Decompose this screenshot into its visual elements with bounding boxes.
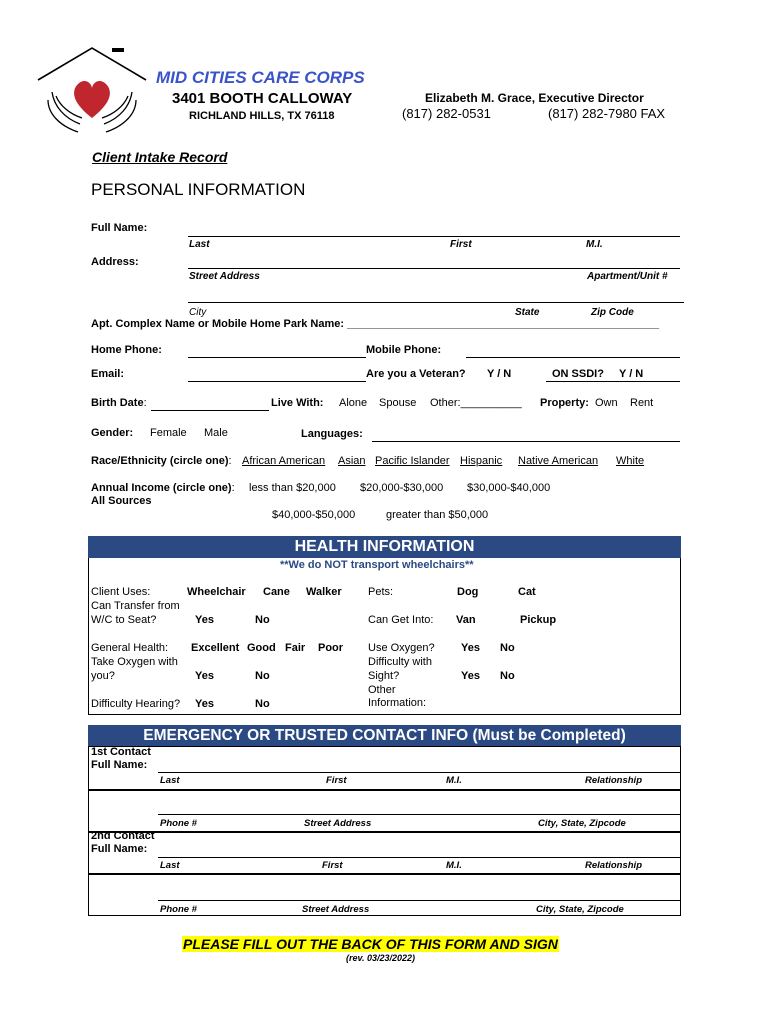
- income-label-text: Annual Income (circle one): [91, 482, 232, 494]
- race-asian[interactable]: Asian: [338, 455, 366, 467]
- personal-heading: PERSONAL INFORMATION: [91, 180, 306, 199]
- other-info-label-1: Other: [368, 684, 396, 696]
- c1-street: Street Address: [304, 818, 372, 829]
- state-caption: State: [515, 307, 540, 318]
- contact1-name-field[interactable]: [158, 772, 680, 773]
- use-oxygen-label: Use Oxygen?: [368, 642, 435, 654]
- income-4[interactable]: $40,000-$50,000: [272, 509, 356, 521]
- hearing-no[interactable]: No: [255, 698, 270, 710]
- birth-text: Birth Date: [91, 397, 144, 409]
- c1-phone: Phone #: [160, 818, 197, 829]
- address-line1: 3401 BOOTH CALLOWAY: [172, 90, 353, 107]
- health-right-border: [680, 558, 681, 714]
- income-label: [91, 482, 235, 494]
- health-fair[interactable]: Fair: [285, 642, 306, 654]
- c1-relationship: Relationship: [585, 775, 643, 786]
- can-get-into-label: Can Get Into:: [368, 614, 434, 626]
- birth-field[interactable]: [151, 410, 269, 411]
- apt-caption: Apartment/Unit #: [587, 271, 668, 282]
- race-pacific-islander[interactable]: Pacific Islander: [375, 455, 450, 467]
- c1-mi: M.I.: [446, 775, 462, 786]
- health-heading-bar: [88, 536, 681, 558]
- birth-colon: :: [143, 397, 147, 409]
- race-african-american[interactable]: African American: [242, 455, 326, 467]
- transfer-label-2: W/C to Seat?: [91, 614, 157, 626]
- fax: (817) 282-7980 FAX: [548, 106, 666, 121]
- c1-first: First: [326, 775, 347, 786]
- last-caption: Last: [189, 239, 210, 250]
- sight-label-1: Difficulty with: [368, 656, 432, 668]
- logo: [34, 40, 164, 140]
- take-oxygen-label-1: Take Oxygen with: [91, 656, 178, 668]
- race-native-american[interactable]: Native American: [518, 455, 599, 467]
- c2-first: First: [322, 860, 343, 871]
- uses-cane[interactable]: Cane: [263, 586, 290, 598]
- full-name-field[interactable]: [188, 236, 680, 237]
- city-caption: City: [189, 307, 207, 318]
- property-label: Property:: [540, 397, 589, 409]
- get-into-pickup[interactable]: Pickup: [520, 614, 557, 626]
- live-alone[interactable]: Alone: [339, 397, 368, 409]
- contact1-address-field[interactable]: [158, 814, 680, 815]
- c2-relationship: Relationship: [585, 860, 643, 871]
- race-hispanic[interactable]: Hispanic: [460, 455, 503, 467]
- zip-caption: Zip Code: [591, 307, 634, 318]
- health-bottom-border: [88, 714, 681, 715]
- property-own[interactable]: Own: [595, 397, 618, 409]
- get-into-van[interactable]: Van: [456, 614, 476, 626]
- take-oxygen-label-2: you?: [91, 670, 115, 682]
- gender-male[interactable]: Male: [204, 427, 228, 439]
- oxygen-no[interactable]: No: [500, 642, 515, 654]
- live-with-label: Live With:: [271, 397, 324, 409]
- transfer-no[interactable]: No: [255, 614, 270, 626]
- ssdi-yn[interactable]: Y / N: [619, 368, 644, 380]
- income-2[interactable]: $20,000-$30,000: [360, 482, 444, 494]
- city-field[interactable]: [188, 302, 684, 303]
- email-field[interactable]: [188, 381, 366, 382]
- c1-last: Last: [160, 775, 180, 786]
- c2-last: Last: [160, 860, 180, 871]
- gender-female[interactable]: Female: [150, 427, 187, 439]
- first-caption: First: [450, 239, 472, 250]
- client-uses-label: Client Uses:: [91, 586, 151, 598]
- pets-label: Pets:: [368, 586, 394, 598]
- veteran-yn[interactable]: Y / N: [487, 368, 512, 380]
- sight-no[interactable]: No: [500, 670, 515, 682]
- emergency-heading: EMERGENCY OR TRUSTED CONTACT INFO (Must be Completed): [143, 727, 626, 744]
- ssdi-label: ON SSDI?: [552, 368, 604, 380]
- home-phone-label: Home Phone:: [91, 344, 162, 356]
- sight-yes[interactable]: Yes: [461, 670, 480, 682]
- uses-wheelchair[interactable]: Wheelchair: [187, 586, 246, 598]
- mobile-phone-label: Mobile Phone:: [366, 344, 442, 356]
- address-label: Address:: [91, 256, 139, 268]
- contact2-name-field[interactable]: [158, 857, 680, 858]
- c1-city-state-zip: City, State, Zipcode: [538, 818, 626, 829]
- complex-label[interactable]: Apt. Complex Name or Mobile Home Park Name: ___________________________________________________: [91, 318, 660, 330]
- property-rent[interactable]: Rent: [630, 397, 654, 409]
- race-label-text: Race/Ethnicity (circle one): [91, 455, 229, 467]
- contact2-label: 2nd Contact: [91, 830, 155, 842]
- c2-mi: M.I.: [446, 860, 462, 871]
- race-white[interactable]: White: [616, 455, 645, 467]
- contact1-fullname-label: Full Name:: [91, 759, 148, 771]
- footer-notice: PLEASE FILL OUT THE BACK OF THIS FORM AND SIGN: [183, 936, 558, 952]
- transfer-label-1: Can Transfer from: [91, 600, 180, 612]
- contact2-address-field[interactable]: [158, 900, 680, 901]
- race-label-colon: :: [228, 455, 232, 467]
- c2-city-state-zip: City, State, Zipcode: [536, 904, 624, 915]
- general-health-label: General Health:: [91, 642, 169, 654]
- hearing-label: Difficulty Hearing?: [91, 698, 181, 710]
- ssdi-line: [546, 381, 680, 382]
- health-good[interactable]: Good: [247, 642, 276, 654]
- c2-street: Street Address: [302, 904, 370, 915]
- footer-rev: (rev. 03/23/2022): [346, 953, 416, 963]
- take-oxygen-yes[interactable]: Yes: [195, 670, 214, 682]
- full-name-label: Full Name:: [91, 222, 148, 234]
- emergency-heading-bar: [88, 725, 681, 746]
- phone: (817) 282-0531: [402, 106, 491, 121]
- org-name: MID CITIES CARE CORPS: [156, 68, 365, 87]
- oxygen-yes[interactable]: Yes: [461, 642, 480, 654]
- email-label: Email:: [91, 368, 125, 380]
- contact2-fullname-label: Full Name:: [91, 843, 148, 855]
- uses-walker[interactable]: Walker: [306, 586, 342, 598]
- contact1-label: 1st Contact: [91, 746, 151, 758]
- director: Elizabeth M. Grace, Executive Director: [425, 91, 644, 105]
- pet-cat[interactable]: Cat: [518, 586, 536, 598]
- veteran-label: Are you a Veteran?: [366, 368, 466, 380]
- health-heading: HEALTH INFORMATION: [294, 538, 475, 555]
- languages-field[interactable]: [372, 441, 680, 442]
- sight-label-2: Sight?: [368, 670, 400, 682]
- c2-phone: Phone #: [160, 904, 197, 915]
- transfer-yes[interactable]: Yes: [195, 614, 214, 626]
- income-5[interactable]: greater than $50,000: [386, 509, 489, 521]
- pet-dog[interactable]: Dog: [457, 586, 479, 598]
- take-oxygen-no[interactable]: No: [255, 670, 270, 682]
- languages-label: Languages:: [301, 428, 363, 440]
- street-field[interactable]: [188, 268, 680, 269]
- hearing-yes[interactable]: Yes: [195, 698, 214, 710]
- address-line2: RICHLAND HILLS, TX 76118: [189, 110, 335, 122]
- live-spouse[interactable]: Spouse: [379, 397, 417, 409]
- health-left-border: [88, 558, 89, 714]
- heart-hands-house-icon: [34, 40, 164, 140]
- street-caption: Street Address: [189, 271, 260, 282]
- income-1[interactable]: less than $20,000: [249, 482, 336, 494]
- other-info-label-2: Information:: [368, 697, 427, 709]
- income-sub: All Sources: [91, 495, 152, 507]
- live-other[interactable]: Other:__________: [430, 397, 522, 409]
- income-label-colon: :: [231, 482, 235, 494]
- health-poor[interactable]: Poor: [318, 642, 344, 654]
- race-label: [91, 455, 232, 467]
- mobile-phone-field[interactable]: [466, 357, 680, 358]
- income-3[interactable]: $30,000-$40,000: [467, 482, 551, 494]
- mi-caption: M.I.: [586, 239, 603, 250]
- form-title: Client Intake Record: [92, 149, 228, 165]
- gender-label: Gender:: [91, 427, 134, 439]
- health-note: **We do NOT transport wheelchairs**: [280, 559, 474, 571]
- home-phone-field[interactable]: [188, 357, 366, 358]
- birth-label: [91, 397, 147, 409]
- health-excellent[interactable]: Excellent: [191, 642, 240, 654]
